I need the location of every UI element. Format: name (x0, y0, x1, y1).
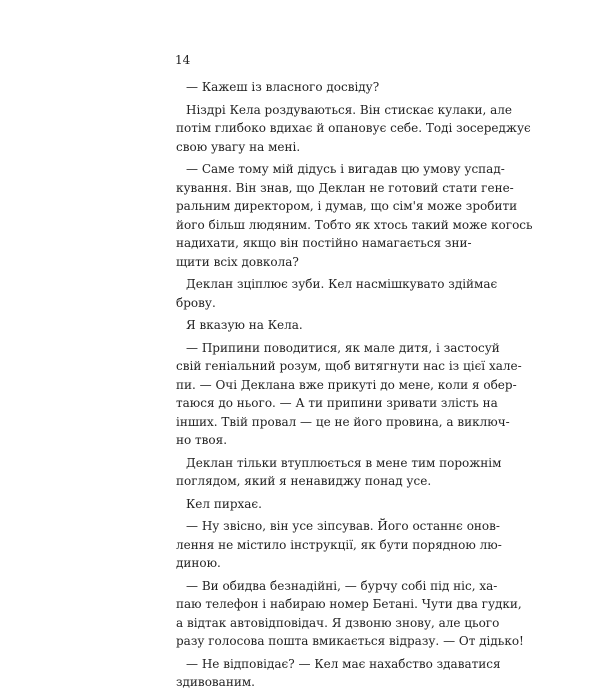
text-line: щити всіх довкола? (176, 254, 299, 269)
text-line: — Кажеш із власного досвіду? (186, 80, 380, 94)
text-line: а відтак автовідповідач. Я дзвоню знову, але цього (176, 615, 500, 630)
text-line: поглядом, який я ненавиджу понад усе. (176, 474, 432, 488)
text-line: — Ви обидва безнадійні, — бурчу собі під ніс, ха- (186, 578, 498, 593)
text-line: Я вказую на Кела. (186, 318, 303, 332)
text-line: лення не містило інструкції, як бути порядною лю- (176, 537, 502, 552)
text-line: Деклан тільки втуплюється в мене тим порожнім (186, 455, 502, 470)
text-line: Кел пирхає. (186, 496, 262, 511)
text-line: потім глибоко вдихає й опановує себе. Тоді зосереджує (176, 121, 531, 135)
text-line: но твоя. (176, 433, 228, 447)
text-line: — Припини поводитися, як мале дитя, і застосуй (186, 340, 500, 355)
text-line: брову. (176, 295, 216, 310)
text-line: паю телефон і набираю номер Бетані. Чути два гудки, (176, 597, 522, 611)
page-number: 14 (175, 53, 191, 67)
text-line: ральним директором, і думав, що сім'я може зробити (176, 199, 518, 213)
text-line: — Ну звісно, він усе зіпсував. Його останнє онов- (186, 519, 500, 533)
text-line: диною. (176, 556, 221, 570)
text-line: Деклан зціплює зуби. Кел насмішкувато здіймає (186, 277, 498, 291)
text-line: свою увагу на мені. (176, 139, 301, 154)
text-line: його більш людяним. Тобто як хтось такий може когось (176, 217, 533, 232)
text-line: кування. Він знав, що Деклан не готовий стати гене- (176, 180, 514, 195)
text-line: інших. Твій провал — це не його провина, а виключ- (176, 414, 510, 429)
text-line: — Не відповідає? — Кел має нахабство здаватися (186, 656, 501, 671)
text-line: разу голосова пошта вмикається відразу. — От дідько! (176, 634, 524, 648)
text-line: пи. — Очі Деклана вже прикуті до мене, коли я обер- (176, 377, 517, 392)
text-line: свій геніальний розум, щоб витягнути нас із цієї хале- (176, 359, 522, 373)
text-line: таюся до нього. — А ти припини зривати злість на (176, 396, 498, 410)
text-line: — Саме тому мій дідусь і вигадав цю умову успад- (186, 162, 505, 176)
body-text (176, 78, 533, 692)
text-line: надихати, якщо він постійно намагається зни- (176, 236, 472, 250)
text-line: здивованим. (176, 675, 255, 689)
text-line: Ніздрі Кела роздуваються. Він стискає кулаки, але (186, 102, 512, 117)
